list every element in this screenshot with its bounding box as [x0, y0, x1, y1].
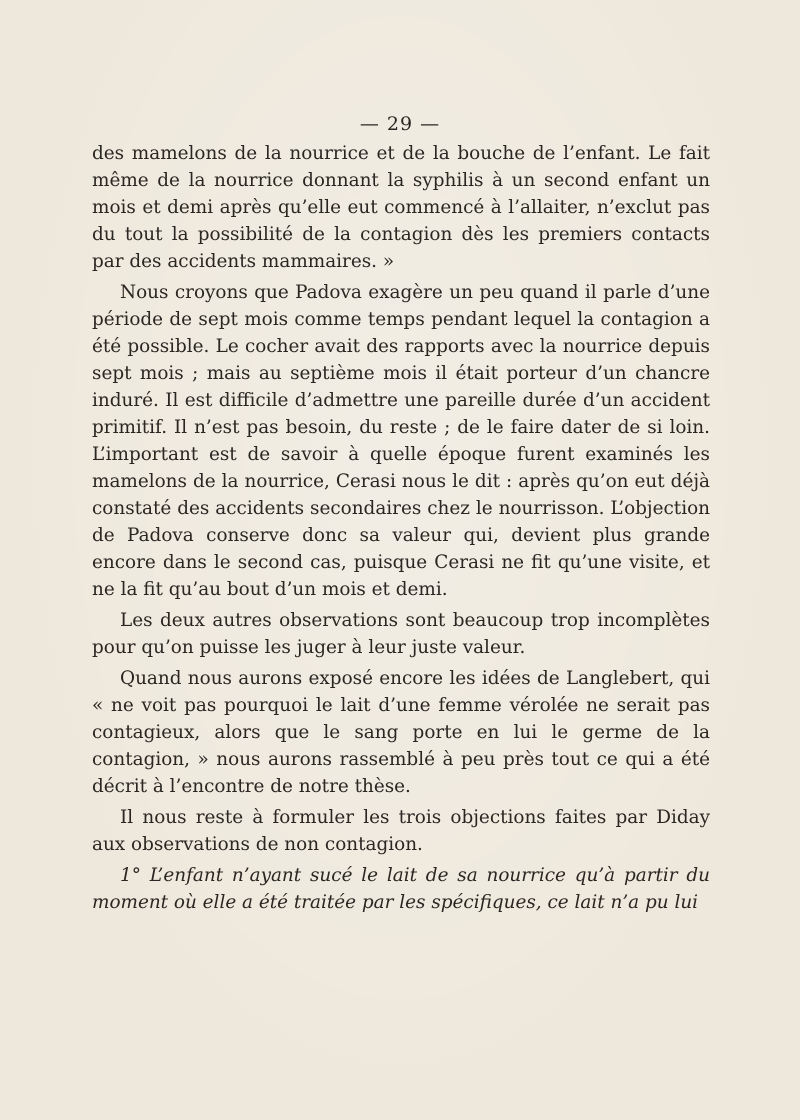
- page-number: — 29 —: [359, 113, 441, 135]
- paragraph-3: Les deux autres observations sont beaucoup trop incomplètes pour qu’on puisse les juger à leur juste valeur.: [92, 610, 710, 658]
- page-body: [92, 140, 710, 920]
- paragraph-6: 1° L’enfant n’ayant sucé le lait de sa nourrice qu’à partir du moment où elle a été traitée par les spécifiques, ce lait n’a pu lui: [92, 865, 710, 913]
- paragraph-4: Quand nous aurons exposé encore les idées de Langlebert, qui « ne voit pas pourquoi le lait d’une femme vérolée ne serait pas contagieux, alors que le sang porte en lui le germe de la contagion, » nous aurons rassemblé à peu près tout ce qui a été décrit à l’encontre de notre thèse.: [92, 668, 710, 797]
- paragraph-2: Nous croyons que Padova exagère un peu quand il parle d’une période de sept mois comme temps pendant lequel la contagion a été possible. Le cocher avait des rapports avec la nourrice depuis sept mois ; mais au septième mois il était porteur d’un chancre induré. Il est difficile d’admettre une pareille durée d’un accident primitif. Il n’est pas besoin, du reste ; de le faire dater de si loin. L’important est de savoir à quelle époque furent examinés les mamelons de la nourrice, Cerasi nous le dit : après qu’on eut déjà constaté des accidents secondaires chez le nourrisson. L’objection de Padova conserve donc sa valeur qui, devient plus grande encore dans le second cas, puisque Cerasi ne fit qu’une visite, et ne la fit qu’au bout d’un mois et demi.: [92, 282, 710, 600]
- paragraph-1: des mamelons de la nourrice et de la bouche de l’enfant. Le fait même de la nourrice donnant la syphilis à un second enfant un mois et demi après qu’elle eut commencé à l’allaiter, n’exclut pas du tout la possibilité de la contagion dès les premiers contacts par des accidents mammaires. »: [92, 143, 710, 272]
- paragraph-5: Il nous reste à formuler les trois objections faites par Diday aux observations de non contagion.: [92, 807, 710, 855]
